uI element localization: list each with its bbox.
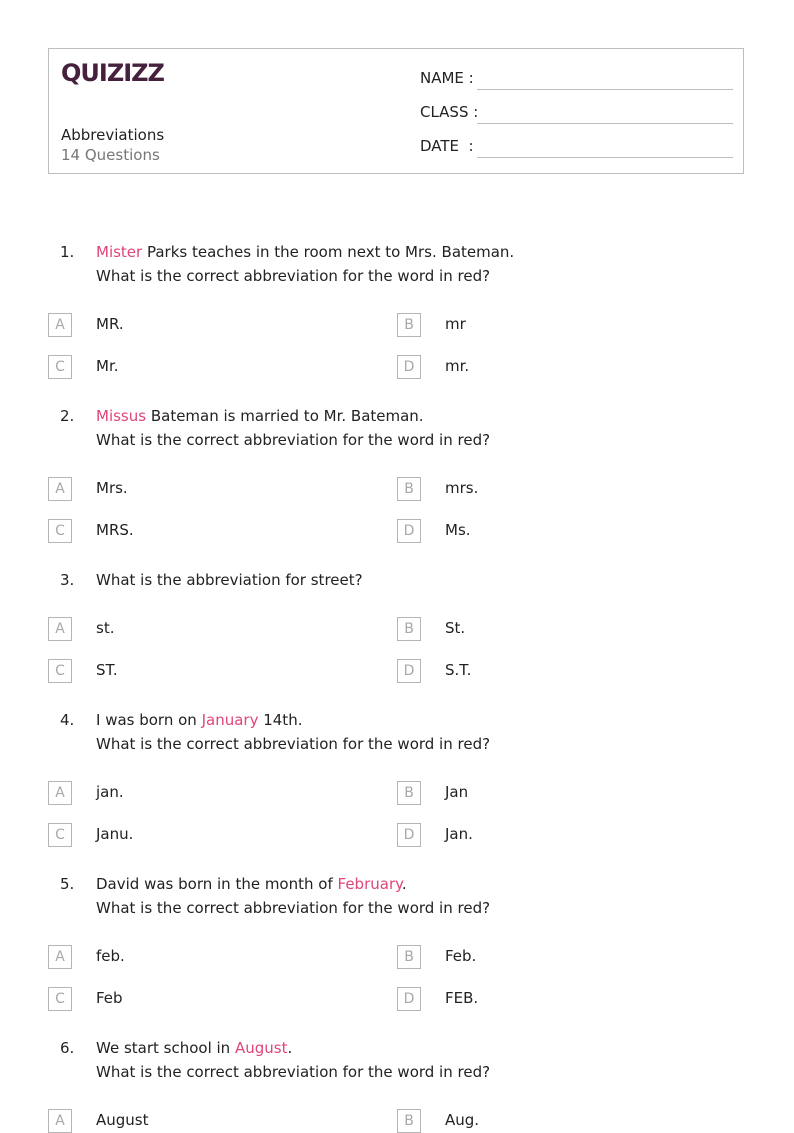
date-label: DATE :	[420, 137, 474, 155]
question-line1-rest: 14th.	[258, 711, 303, 729]
option-letter-box: B	[397, 1109, 421, 1133]
option-text: Feb.	[445, 947, 477, 965]
option-letter-box: C	[48, 355, 72, 379]
worksheet-header	[48, 48, 744, 174]
option-text: Aug.	[445, 1111, 480, 1129]
option-letter-box: A	[48, 313, 72, 337]
option-letter-box: C	[48, 823, 72, 847]
option-letter-box: C	[48, 519, 72, 543]
option-text: S.T.	[445, 661, 472, 679]
option-letter-box: B	[397, 313, 421, 337]
question-line2: What is the correct abbreviation for the word in red?	[96, 899, 491, 917]
name-line[interactable]	[477, 89, 733, 90]
question-line2: What is the correct abbreviation for the word in red?	[96, 735, 491, 753]
quizizz-logo: QUIZIZZ	[61, 59, 164, 87]
class-line[interactable]	[477, 123, 733, 124]
option-text: FEB.	[445, 989, 479, 1007]
question-text	[96, 872, 490, 920]
question-number: 2.	[60, 407, 75, 425]
option-text: St.	[445, 619, 466, 637]
option-text: mr.	[445, 357, 470, 375]
option-letter-box: A	[48, 781, 72, 805]
option-text: Feb	[96, 989, 123, 1007]
option-text: feb.	[96, 947, 125, 965]
option-letter-box: B	[397, 945, 421, 969]
option-letter-box: B	[397, 781, 421, 805]
question-number: 1.	[60, 243, 75, 261]
question-number: 4.	[60, 711, 75, 729]
option-letter-box: A	[48, 945, 72, 969]
question-line1-rest: .	[401, 875, 407, 893]
option-text: Ms.	[445, 521, 471, 539]
option-text: Janu.	[96, 825, 134, 843]
option-letter-box: D	[397, 987, 421, 1011]
option-letter-box: D	[397, 823, 421, 847]
option-text: Jan	[445, 783, 469, 801]
question-line1-rest: Bateman is married to Mr. Bateman.	[146, 407, 424, 425]
option-letter-box: C	[48, 987, 72, 1011]
question-line2: What is the correct abbreviation for the word in red?	[96, 431, 491, 449]
question-line1-start: David was born in the month of	[96, 875, 338, 893]
option-letter-box: D	[397, 659, 421, 683]
question-number: 6.	[60, 1039, 75, 1057]
option-text: August	[96, 1111, 149, 1129]
option-letter-box: A	[48, 1109, 72, 1133]
class-label: CLASS :	[420, 103, 479, 121]
question-text	[96, 404, 490, 452]
question-text	[96, 708, 490, 756]
option-letter-box: A	[48, 477, 72, 501]
question-text	[96, 1036, 490, 1084]
question-line2: What is the correct abbreviation for the word in red?	[96, 1063, 491, 1081]
option-text: ST.	[96, 661, 118, 679]
option-text: jan.	[96, 783, 124, 801]
option-letter-box: C	[48, 659, 72, 683]
question-line2: What is the correct abbreviation for the word in red?	[96, 267, 491, 285]
question-text	[96, 240, 514, 288]
option-letter-box: B	[397, 477, 421, 501]
option-text: st.	[96, 619, 115, 637]
question-text	[96, 568, 363, 592]
worksheet-title: Abbreviations	[61, 126, 165, 144]
date-line[interactable]	[477, 157, 733, 158]
option-letter-box: B	[397, 617, 421, 641]
question-line1: What is the abbreviation for street?	[96, 571, 363, 589]
option-text: Jan.	[445, 825, 473, 843]
highlighted-word: August	[234, 1039, 288, 1057]
option-letter-box: A	[48, 617, 72, 641]
question-number: 3.	[60, 571, 75, 589]
option-text: mrs.	[445, 479, 479, 497]
question-line1-start: I was born on	[96, 711, 202, 729]
name-label: NAME :	[420, 69, 474, 87]
option-text: Mr.	[96, 357, 119, 375]
highlighted-word: Mister	[96, 243, 143, 261]
option-text: MRS.	[96, 521, 134, 539]
option-text: mr	[445, 315, 466, 333]
highlighted-word: January	[201, 711, 259, 729]
highlighted-word: February	[337, 875, 402, 893]
question-line1-rest: .	[287, 1039, 293, 1057]
question-number: 5.	[60, 875, 75, 893]
option-text: MR.	[96, 315, 124, 333]
question-line1-start: We start school in	[96, 1039, 235, 1057]
question-line1-rest: Parks teaches in the room next to Mrs. Bateman.	[142, 243, 515, 261]
question-count: 14 Questions	[61, 146, 160, 164]
option-letter-box: D	[397, 355, 421, 379]
option-letter-box: D	[397, 519, 421, 543]
highlighted-word: Missus	[96, 407, 147, 425]
option-text: Mrs.	[96, 479, 128, 497]
